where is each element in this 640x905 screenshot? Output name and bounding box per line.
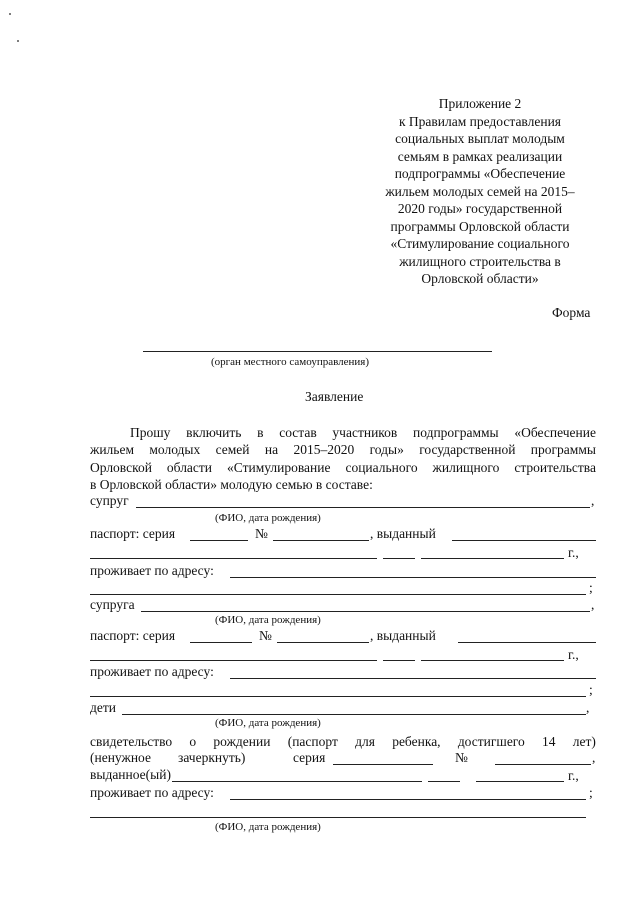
certificate-number-field[interactable] <box>495 764 591 765</box>
children-address-field[interactable] <box>230 799 586 800</box>
husband-address-field[interactable] <box>230 577 596 578</box>
intro-line-2 <box>90 441 596 458</box>
second-child-caption: (ФИО, дата рождения) <box>215 821 321 833</box>
intro-line-3 <box>90 459 596 476</box>
document-title: Заявление <box>305 389 364 404</box>
wife-name-field[interactable] <box>141 611 590 612</box>
comma: , <box>586 700 590 715</box>
wife-label: супруга <box>90 597 135 612</box>
wife-issued-by-field[interactable] <box>90 660 377 661</box>
word: свидетельство <box>90 734 173 749</box>
word: подпрограммы <box>413 425 499 440</box>
appendix-line: к Правилам предоставления <box>398 113 562 129</box>
word: достигшего <box>457 734 525 749</box>
wife-issued-field[interactable] <box>458 642 596 643</box>
word: годы» <box>369 442 404 458</box>
word: (паспорт <box>287 734 338 749</box>
husband-caption: (ФИО, дата рождения) <box>215 512 321 524</box>
certificate-word: зачеркнуть) <box>178 750 246 765</box>
word: 14 <box>542 734 556 749</box>
scan-speck <box>17 40 19 42</box>
intro-line-1 <box>90 424 596 441</box>
word: включить <box>186 425 242 440</box>
year-suffix: г., <box>568 768 579 783</box>
word: участников <box>332 425 398 440</box>
year-suffix: г., <box>568 545 579 560</box>
children-certificate <box>90 734 596 750</box>
word: строительства <box>514 459 596 475</box>
husband-issued-day-field[interactable] <box>383 558 415 559</box>
certificate-word: (ненужное <box>90 750 151 765</box>
appendix-line: Приложение 2 <box>438 96 522 111</box>
word: на <box>264 442 279 458</box>
certificate-issued-by-field[interactable] <box>172 781 422 782</box>
appendix-line: подпрограммы «Обеспечение <box>394 166 566 181</box>
intro-line-4: в Орловской области» молодую семью в составе: <box>90 477 373 493</box>
semicolon: ; <box>589 580 593 595</box>
husband-passport-number-field[interactable] <box>273 540 369 541</box>
certificate-issued-month-field[interactable] <box>476 781 564 782</box>
appendix-header <box>358 95 602 288</box>
word: для <box>355 734 375 749</box>
appendix-line: жильем молодых семей на 2015– <box>385 183 575 199</box>
comma: , <box>591 493 595 508</box>
children-caption: (ФИО, дата рождения) <box>215 717 321 729</box>
word: государственной <box>419 442 516 458</box>
wife-caption: (ФИО, дата рождения) <box>215 614 321 626</box>
word: жилищного <box>432 459 500 475</box>
word: в <box>257 425 264 440</box>
word: социального <box>345 459 418 475</box>
husband-label: супруг <box>90 493 129 508</box>
semicolon: ; <box>589 785 593 800</box>
husband-passport-series-label: паспорт: серия <box>90 526 176 541</box>
form-label: Форма <box>552 305 591 320</box>
number-sign: № <box>455 750 468 765</box>
word: «Обеспечение <box>514 425 596 440</box>
appendix-line: Орловской области» <box>421 271 539 286</box>
word: «Стимулирование <box>227 459 331 475</box>
wife-issued-month-field[interactable] <box>421 660 564 661</box>
word: 2015–2020 <box>293 442 355 458</box>
wife-issued-day-field[interactable] <box>383 660 415 661</box>
husband-issued-label: , выданный <box>370 526 436 541</box>
certificate-issued-day-field[interactable] <box>428 781 460 782</box>
wife-issued-label: , выданный <box>370 628 436 643</box>
husband-address-field-2[interactable] <box>90 594 586 595</box>
second-child-name-field[interactable] <box>90 817 586 818</box>
word: рождении <box>213 734 271 749</box>
husband-passport-series-field[interactable] <box>190 540 248 541</box>
word: семей <box>215 442 250 458</box>
word: Орловской <box>90 459 152 475</box>
word: лет) <box>572 734 596 749</box>
year-suffix: г., <box>568 647 579 662</box>
authority-field[interactable] <box>143 351 492 352</box>
appendix-line: семьям в рамках реализации <box>397 148 563 164</box>
children-label: дети <box>90 700 116 715</box>
certificate-word: серия <box>293 750 326 765</box>
wife-passport-number-field[interactable] <box>277 642 369 643</box>
comma: , <box>591 597 595 612</box>
word: области <box>166 459 213 475</box>
word: о <box>189 734 197 749</box>
wife-address-label: проживает по адресу: <box>90 664 214 679</box>
appendix-line: программы Орловской области <box>390 218 570 234</box>
certificate-line-1 <box>90 734 596 750</box>
certificate-issued-label: выданное(ый) <box>90 767 171 782</box>
number-sign: № <box>255 526 268 541</box>
wife-passport-series-label: паспорт: серия <box>90 628 176 643</box>
children-name-field[interactable] <box>122 714 586 715</box>
husband-address-label: проживает по адресу: <box>90 563 214 578</box>
husband-issued-field[interactable] <box>452 540 596 541</box>
appendix-line: жилищного строительства в <box>399 253 561 269</box>
husband-issued-month-field[interactable] <box>421 558 564 559</box>
word: ребенка, <box>392 734 441 749</box>
authority-caption: (орган местного самоуправления) <box>211 356 370 368</box>
wife-address-field[interactable] <box>230 678 596 679</box>
appendix-line: «Стимулирование социального <box>390 236 570 251</box>
appendix-line: 2020 годы» государственной <box>397 201 563 216</box>
husband-name-field[interactable] <box>136 507 590 508</box>
word: жильем <box>90 442 134 458</box>
word: Прошу <box>130 425 171 440</box>
husband-issued-by-field[interactable] <box>90 558 377 559</box>
number-sign: № <box>259 628 272 643</box>
word: состав <box>279 425 317 440</box>
wife-address-field-2[interactable] <box>90 696 586 697</box>
comma: , <box>592 750 596 765</box>
intro-paragraph <box>90 424 596 494</box>
word: молодых <box>149 442 201 458</box>
semicolon: ; <box>589 682 593 697</box>
certificate-series-field[interactable] <box>333 764 433 765</box>
scan-speck <box>9 13 11 15</box>
word: программы <box>530 442 596 458</box>
wife-passport-series-field[interactable] <box>190 642 252 643</box>
appendix-line: социальных выплат молодым <box>395 131 565 146</box>
children-address-label: проживает по адресу: <box>90 785 214 800</box>
